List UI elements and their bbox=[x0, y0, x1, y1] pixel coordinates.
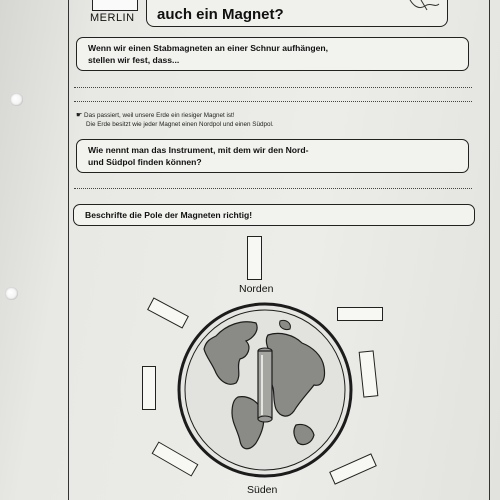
earth-globe bbox=[176, 301, 354, 479]
question-box-1 bbox=[76, 37, 469, 71]
pointing-hand-icon: ☛ bbox=[76, 112, 83, 119]
punch-hole-bottom bbox=[5, 287, 18, 300]
question-box-2 bbox=[76, 139, 469, 173]
answer-line-1[interactable] bbox=[74, 87, 472, 88]
info-note bbox=[76, 112, 274, 129]
merlin-logo-icon bbox=[92, 0, 138, 11]
question-1-line-2: stellen wir fest, dass... bbox=[88, 55, 180, 65]
question-2-line-2: und Südpol finden können? bbox=[88, 157, 202, 167]
question-1-line-1: Wenn wir einen Stabmagneten an einer Schnur aufhängen, bbox=[88, 43, 329, 53]
page-title: auch ein Magnet? bbox=[157, 6, 284, 23]
task-instruction: Beschrifte die Pole der Magneten richtig! bbox=[85, 210, 253, 220]
doodle-icon bbox=[405, 0, 445, 18]
note-line-2: Die Erde besitzt wie jeder Magnet einen Nordpol und einen Südpol. bbox=[86, 120, 274, 128]
pole-label-box-left[interactable] bbox=[142, 366, 156, 410]
answer-line-2[interactable] bbox=[74, 101, 472, 102]
punch-hole-top bbox=[10, 93, 23, 106]
south-label: Süden bbox=[247, 484, 278, 496]
note-line-1: Das passiert, weil unsere Erde ein riesiger Magnet ist! bbox=[84, 112, 235, 119]
pole-label-box-north[interactable] bbox=[247, 236, 262, 280]
task-box bbox=[73, 204, 475, 226]
pole-label-box-upper-right[interactable] bbox=[337, 307, 383, 321]
bar-magnet bbox=[258, 348, 272, 422]
merlin-logo-text: MERLIN bbox=[90, 12, 135, 24]
question-2-line-1: Wie nennt man das Instrument, mit dem wir den Nord- bbox=[88, 145, 309, 155]
north-label: Norden bbox=[239, 283, 274, 295]
answer-line-3[interactable] bbox=[74, 188, 472, 189]
